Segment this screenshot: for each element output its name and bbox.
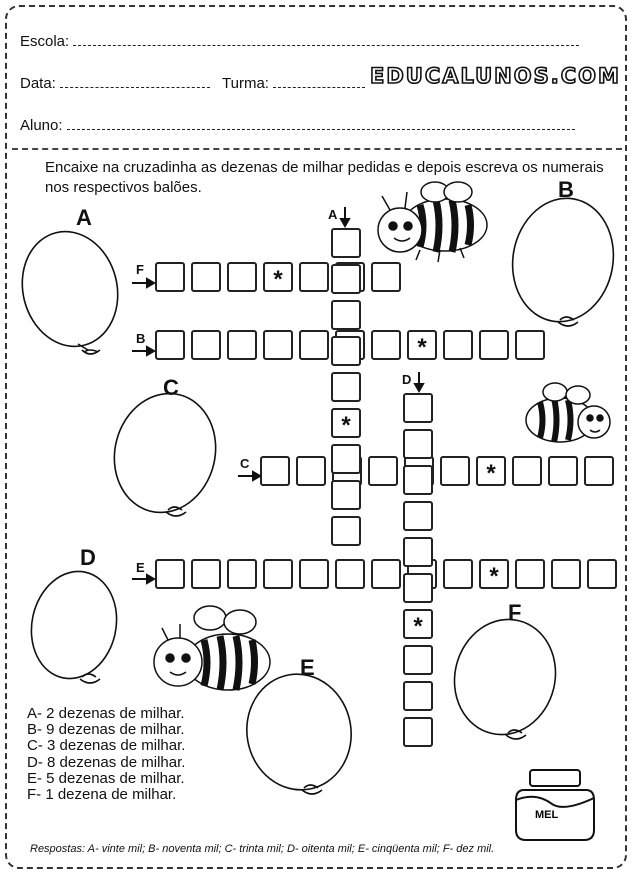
class-label: Turma: bbox=[222, 75, 269, 92]
clue-list bbox=[27, 706, 185, 803]
date-label: Data: bbox=[20, 75, 56, 92]
entry-label-f: F bbox=[136, 262, 144, 277]
jar-label: MEL bbox=[535, 809, 559, 821]
clue-c: C- 3 dezenas de milhar. bbox=[27, 737, 186, 755]
clue-a: A- 2 dezenas de milhar. bbox=[27, 705, 185, 722]
grid-cell-marked[interactable]: * bbox=[331, 408, 361, 438]
school-label: Escola: bbox=[20, 33, 70, 50]
entry-label-a: A bbox=[328, 207, 338, 222]
logo: EDUCALUNOS.COM bbox=[370, 64, 621, 88]
balloon-label-e: E bbox=[300, 655, 315, 680]
grid-cell-marked[interactable]: * bbox=[263, 262, 293, 292]
grid-cell-marked[interactable]: * bbox=[403, 609, 433, 639]
answers-footer: Respostas: A- vinte mil; B- noventa mil; C- trinta mil; D- oitenta mil; E- cinqüenta mil; F- dez mil. bbox=[30, 843, 495, 855]
entry-label-c: C bbox=[240, 456, 250, 471]
clue-b: B- 9 dezenas de milhar. bbox=[27, 721, 185, 739]
balloon-label-a: A bbox=[76, 205, 92, 230]
entry-label-d: D bbox=[402, 372, 412, 387]
grid-cell-marked[interactable]: * bbox=[476, 456, 506, 486]
balloon-label-c: C bbox=[163, 375, 179, 400]
balloon-label-f: F bbox=[508, 600, 522, 625]
entry-label-e: E bbox=[136, 560, 145, 575]
clue-f: F- 1 dezena de milhar. bbox=[27, 786, 177, 804]
instructions: Encaixe na cruzadinha as dezenas de milhar pedidas e depois escreva os numerais nos respectivos balões. bbox=[45, 159, 604, 196]
grid-cell-marked[interactable]: * bbox=[407, 330, 437, 360]
balloon-label-b: B bbox=[558, 177, 574, 202]
entry-label-b: B bbox=[136, 331, 146, 346]
clue-e: E- 5 dezenas de milhar. bbox=[27, 769, 185, 787]
student-label: Aluno: bbox=[20, 117, 63, 134]
grid-cell-marked[interactable]: * bbox=[479, 559, 509, 589]
clue-d: D- 8 dezenas de milhar. bbox=[27, 753, 186, 771]
balloon-label-d: D bbox=[80, 545, 96, 570]
